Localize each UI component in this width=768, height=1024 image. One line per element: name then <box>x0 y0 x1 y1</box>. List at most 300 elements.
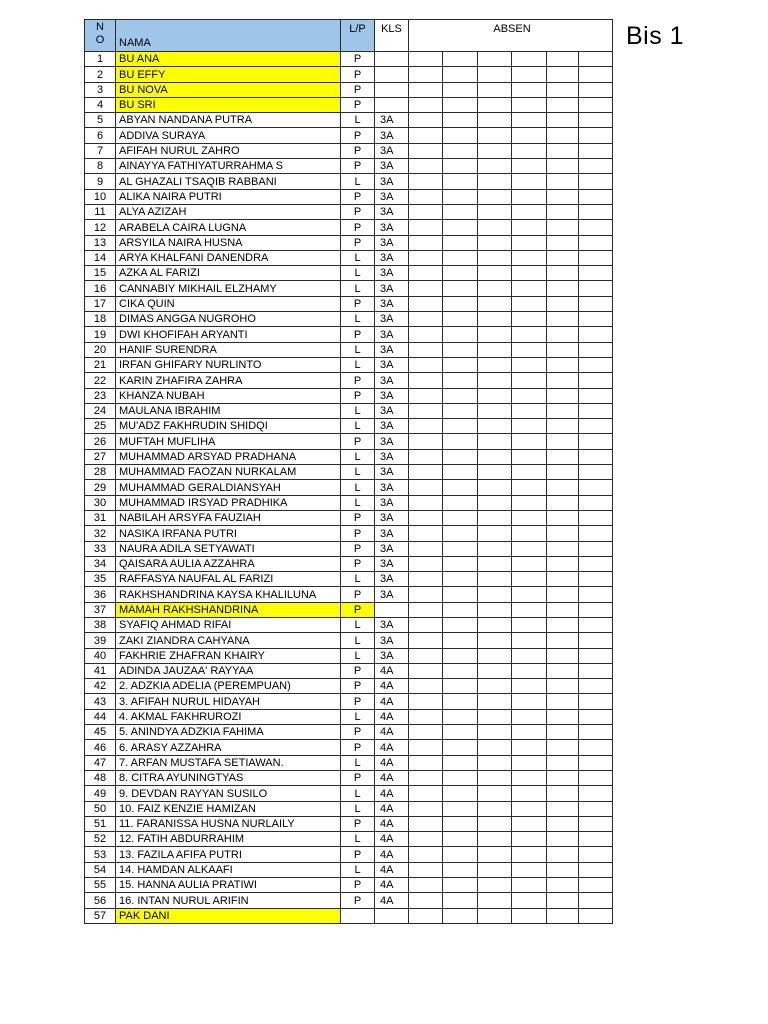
row-number-cell[interactable]: 41 <box>85 663 116 678</box>
class-cell[interactable]: 4A <box>375 893 409 908</box>
gender-cell[interactable]: P <box>341 679 375 694</box>
attendance-cell[interactable] <box>443 388 478 403</box>
attendance-cell[interactable] <box>512 296 547 311</box>
class-cell[interactable]: 4A <box>375 862 409 877</box>
attendance-cell[interactable] <box>443 709 478 724</box>
attendance-cell[interactable] <box>443 816 478 831</box>
gender-cell[interactable]: P <box>341 143 375 158</box>
row-number-cell[interactable]: 26 <box>85 434 116 449</box>
gender-cell[interactable]: P <box>341 388 375 403</box>
attendance-cell[interactable] <box>579 357 613 372</box>
attendance-cell[interactable] <box>409 449 443 464</box>
attendance-cell[interactable] <box>409 740 443 755</box>
attendance-cell[interactable] <box>409 419 443 434</box>
attendance-cell[interactable] <box>409 159 443 174</box>
attendance-cell[interactable] <box>579 587 613 602</box>
attendance-cell[interactable] <box>579 296 613 311</box>
class-cell[interactable]: 3A <box>375 342 409 357</box>
row-number-cell[interactable]: 36 <box>85 587 116 602</box>
attendance-cell[interactable] <box>443 832 478 847</box>
name-cell[interactable]: 8. CITRA AYUNINGTYAS <box>116 770 341 785</box>
attendance-cell[interactable] <box>443 510 478 525</box>
row-number-cell[interactable]: 51 <box>85 816 116 831</box>
attendance-cell[interactable] <box>547 786 579 801</box>
attendance-cell[interactable] <box>512 250 547 265</box>
row-number-cell[interactable]: 4 <box>85 97 116 112</box>
gender-cell[interactable]: L <box>341 312 375 327</box>
attendance-cell[interactable] <box>409 52 443 67</box>
attendance-cell[interactable] <box>443 235 478 250</box>
attendance-cell[interactable] <box>478 52 512 67</box>
attendance-cell[interactable] <box>512 342 547 357</box>
attendance-cell[interactable] <box>547 465 579 480</box>
class-cell[interactable]: 3A <box>375 266 409 281</box>
name-cell[interactable]: AL GHAZALI TSAQIB RABBANI <box>116 174 341 189</box>
name-cell[interactable]: ZAKI ZIANDRA CAHYANA <box>116 633 341 648</box>
attendance-cell[interactable] <box>478 480 512 495</box>
attendance-cell[interactable] <box>512 786 547 801</box>
class-cell[interactable]: 4A <box>375 832 409 847</box>
attendance-cell[interactable] <box>409 694 443 709</box>
attendance-cell[interactable] <box>409 465 443 480</box>
attendance-cell[interactable] <box>443 465 478 480</box>
attendance-cell[interactable] <box>478 709 512 724</box>
attendance-cell[interactable] <box>579 847 613 862</box>
attendance-cell[interactable] <box>512 679 547 694</box>
name-cell[interactable]: SYAFIQ AHMAD RIFAI <box>116 617 341 632</box>
attendance-cell[interactable] <box>547 648 579 663</box>
attendance-cell[interactable] <box>547 572 579 587</box>
attendance-cell[interactable] <box>443 556 478 571</box>
attendance-cell[interactable] <box>547 174 579 189</box>
gender-cell[interactable]: P <box>341 52 375 67</box>
attendance-cell[interactable] <box>443 52 478 67</box>
attendance-cell[interactable] <box>478 602 512 617</box>
attendance-cell[interactable] <box>512 878 547 893</box>
class-cell[interactable]: 3A <box>375 113 409 128</box>
attendance-cell[interactable] <box>579 556 613 571</box>
class-cell[interactable]: 3A <box>375 480 409 495</box>
attendance-cell[interactable] <box>409 633 443 648</box>
attendance-cell[interactable] <box>547 832 579 847</box>
attendance-cell[interactable] <box>579 648 613 663</box>
attendance-cell[interactable] <box>579 174 613 189</box>
class-cell[interactable]: 4A <box>375 755 409 770</box>
attendance-cell[interactable] <box>409 893 443 908</box>
attendance-cell[interactable] <box>478 495 512 510</box>
attendance-cell[interactable] <box>478 816 512 831</box>
name-cell[interactable]: 3. AFIFAH NURUL HIDAYAH <box>116 694 341 709</box>
attendance-cell[interactable] <box>443 97 478 112</box>
class-cell[interactable]: 3A <box>375 495 409 510</box>
row-number-cell[interactable]: 13 <box>85 235 116 250</box>
attendance-cell[interactable] <box>579 770 613 785</box>
row-number-cell[interactable]: 18 <box>85 312 116 327</box>
attendance-cell[interactable] <box>478 373 512 388</box>
attendance-cell[interactable] <box>409 587 443 602</box>
name-cell[interactable]: NASIKA IRFANA PUTRI <box>116 526 341 541</box>
row-number-cell[interactable]: 38 <box>85 617 116 632</box>
gender-cell[interactable]: P <box>341 220 375 235</box>
row-number-cell[interactable]: 21 <box>85 357 116 372</box>
class-cell[interactable]: 3A <box>375 465 409 480</box>
attendance-cell[interactable] <box>547 403 579 418</box>
attendance-cell[interactable] <box>579 725 613 740</box>
attendance-cell[interactable] <box>512 449 547 464</box>
attendance-cell[interactable] <box>443 67 478 82</box>
attendance-cell[interactable] <box>478 143 512 158</box>
attendance-cell[interactable] <box>547 296 579 311</box>
attendance-cell[interactable] <box>547 755 579 770</box>
name-cell[interactable]: 12. FATIH ABDURRAHIM <box>116 832 341 847</box>
attendance-cell[interactable] <box>512 648 547 663</box>
attendance-cell[interactable] <box>579 617 613 632</box>
attendance-cell[interactable] <box>579 709 613 724</box>
attendance-cell[interactable] <box>443 725 478 740</box>
attendance-cell[interactable] <box>478 419 512 434</box>
attendance-cell[interactable] <box>547 602 579 617</box>
attendance-cell[interactable] <box>579 862 613 877</box>
row-number-cell[interactable]: 35 <box>85 572 116 587</box>
name-cell[interactable]: ARSYILA NAIRA HUSNA <box>116 235 341 250</box>
attendance-cell[interactable] <box>443 755 478 770</box>
class-cell[interactable]: 3A <box>375 541 409 556</box>
attendance-cell[interactable] <box>443 633 478 648</box>
name-cell[interactable]: MU'ADZ FAKHRUDIN SHIDQI <box>116 419 341 434</box>
attendance-cell[interactable] <box>478 113 512 128</box>
attendance-cell[interactable] <box>579 220 613 235</box>
attendance-cell[interactable] <box>478 878 512 893</box>
gender-cell[interactable]: P <box>341 770 375 785</box>
attendance-cell[interactable] <box>512 709 547 724</box>
row-number-cell[interactable]: 54 <box>85 862 116 877</box>
attendance-cell[interactable] <box>409 189 443 204</box>
attendance-cell[interactable] <box>547 204 579 219</box>
attendance-cell[interactable] <box>478 403 512 418</box>
attendance-cell[interactable] <box>443 694 478 709</box>
attendance-cell[interactable] <box>579 465 613 480</box>
attendance-cell[interactable] <box>547 847 579 862</box>
gender-cell[interactable]: P <box>341 296 375 311</box>
attendance-cell[interactable] <box>547 52 579 67</box>
attendance-cell[interactable] <box>512 419 547 434</box>
attendance-cell[interactable] <box>579 312 613 327</box>
gender-cell[interactable]: P <box>341 556 375 571</box>
attendance-cell[interactable] <box>547 97 579 112</box>
attendance-cell[interactable] <box>443 572 478 587</box>
attendance-cell[interactable] <box>443 373 478 388</box>
attendance-cell[interactable] <box>579 893 613 908</box>
attendance-cell[interactable] <box>478 128 512 143</box>
row-number-cell[interactable]: 34 <box>85 556 116 571</box>
attendance-cell[interactable] <box>512 526 547 541</box>
attendance-cell[interactable] <box>409 388 443 403</box>
class-cell[interactable]: 4A <box>375 694 409 709</box>
gender-cell[interactable]: L <box>341 480 375 495</box>
name-cell[interactable]: NABILAH ARSYFA FAUZIAH <box>116 510 341 525</box>
gender-cell[interactable]: P <box>341 816 375 831</box>
name-cell[interactable]: 5. ANINDYA ADZKIA FAHIMA <box>116 725 341 740</box>
attendance-cell[interactable] <box>409 296 443 311</box>
gender-cell[interactable]: P <box>341 434 375 449</box>
row-number-cell[interactable]: 56 <box>85 893 116 908</box>
class-cell[interactable]: 3A <box>375 128 409 143</box>
attendance-cell[interactable] <box>409 908 443 923</box>
class-cell[interactable]: 3A <box>375 250 409 265</box>
attendance-cell[interactable] <box>443 878 478 893</box>
name-cell[interactable]: KARIN ZHAFIRA ZAHRA <box>116 373 341 388</box>
class-cell[interactable]: 3A <box>375 388 409 403</box>
name-cell[interactable]: KHANZA NUBAH <box>116 388 341 403</box>
attendance-cell[interactable] <box>443 419 478 434</box>
name-cell[interactable]: IRFAN GHIFARY NURLINTO <box>116 357 341 372</box>
attendance-cell[interactable] <box>579 419 613 434</box>
row-number-cell[interactable]: 25 <box>85 419 116 434</box>
attendance-cell[interactable] <box>478 174 512 189</box>
attendance-cell[interactable] <box>409 679 443 694</box>
attendance-cell[interactable] <box>443 679 478 694</box>
attendance-cell[interactable] <box>409 495 443 510</box>
attendance-cell[interactable] <box>547 908 579 923</box>
attendance-cell[interactable] <box>579 510 613 525</box>
row-number-cell[interactable]: 30 <box>85 495 116 510</box>
name-cell[interactable]: HANIF SURENDRA <box>116 342 341 357</box>
attendance-cell[interactable] <box>579 801 613 816</box>
class-cell[interactable]: 3A <box>375 526 409 541</box>
attendance-cell[interactable] <box>579 449 613 464</box>
attendance-cell[interactable] <box>443 526 478 541</box>
attendance-cell[interactable] <box>443 617 478 632</box>
row-number-cell[interactable]: 12 <box>85 220 116 235</box>
attendance-cell[interactable] <box>409 617 443 632</box>
attendance-cell[interactable] <box>579 204 613 219</box>
row-number-cell[interactable]: 28 <box>85 465 116 480</box>
gender-cell[interactable]: L <box>341 342 375 357</box>
row-number-cell[interactable]: 14 <box>85 250 116 265</box>
name-cell[interactable]: 16. INTAN NURUL ARIFIN <box>116 893 341 908</box>
attendance-cell[interactable] <box>478 67 512 82</box>
attendance-cell[interactable] <box>512 847 547 862</box>
attendance-cell[interactable] <box>579 572 613 587</box>
attendance-cell[interactable] <box>409 725 443 740</box>
row-number-cell[interactable]: 11 <box>85 204 116 219</box>
attendance-cell[interactable] <box>547 709 579 724</box>
attendance-cell[interactable] <box>579 235 613 250</box>
row-number-cell[interactable]: 17 <box>85 296 116 311</box>
attendance-cell[interactable] <box>579 480 613 495</box>
attendance-cell[interactable] <box>409 97 443 112</box>
attendance-cell[interactable] <box>443 189 478 204</box>
attendance-cell[interactable] <box>443 770 478 785</box>
name-cell[interactable]: ABYAN NANDANA PUTRA <box>116 113 341 128</box>
name-cell[interactable]: 7. ARFAN MUSTAFA SETIAWAN. <box>116 755 341 770</box>
attendance-cell[interactable] <box>478 617 512 632</box>
class-cell[interactable]: 3A <box>375 449 409 464</box>
class-cell[interactable] <box>375 52 409 67</box>
attendance-cell[interactable] <box>443 648 478 663</box>
attendance-cell[interactable] <box>579 250 613 265</box>
attendance-cell[interactable] <box>579 526 613 541</box>
gender-cell[interactable]: P <box>341 587 375 602</box>
gender-cell[interactable]: L <box>341 617 375 632</box>
attendance-cell[interactable] <box>512 113 547 128</box>
attendance-cell[interactable] <box>547 556 579 571</box>
attendance-cell[interactable] <box>512 495 547 510</box>
attendance-cell[interactable] <box>409 128 443 143</box>
class-cell[interactable]: 4A <box>375 740 409 755</box>
row-number-cell[interactable]: 50 <box>85 801 116 816</box>
attendance-cell[interactable] <box>512 189 547 204</box>
attendance-cell[interactable] <box>409 312 443 327</box>
row-number-cell[interactable]: 1 <box>85 52 116 67</box>
attendance-cell[interactable] <box>579 541 613 556</box>
attendance-cell[interactable] <box>478 327 512 342</box>
attendance-cell[interactable] <box>579 786 613 801</box>
attendance-cell[interactable] <box>409 403 443 418</box>
attendance-cell[interactable] <box>512 128 547 143</box>
attendance-cell[interactable] <box>443 159 478 174</box>
gender-cell[interactable]: P <box>341 128 375 143</box>
attendance-cell[interactable] <box>443 801 478 816</box>
attendance-cell[interactable] <box>547 312 579 327</box>
attendance-cell[interactable] <box>547 82 579 97</box>
attendance-cell[interactable] <box>443 281 478 296</box>
gender-cell[interactable]: P <box>341 235 375 250</box>
row-number-cell[interactable]: 47 <box>85 755 116 770</box>
gender-cell[interactable]: P <box>341 725 375 740</box>
row-number-cell[interactable]: 24 <box>85 403 116 418</box>
attendance-cell[interactable] <box>547 357 579 372</box>
gender-cell[interactable]: L <box>341 633 375 648</box>
class-cell[interactable]: 3A <box>375 220 409 235</box>
class-cell[interactable]: 3A <box>375 235 409 250</box>
attendance-cell[interactable] <box>512 373 547 388</box>
attendance-cell[interactable] <box>579 67 613 82</box>
attendance-cell[interactable] <box>478 832 512 847</box>
attendance-cell[interactable] <box>512 663 547 678</box>
attendance-cell[interactable] <box>547 526 579 541</box>
class-cell[interactable]: 3A <box>375 556 409 571</box>
row-number-cell[interactable]: 15 <box>85 266 116 281</box>
attendance-cell[interactable] <box>547 189 579 204</box>
gender-cell[interactable]: L <box>341 786 375 801</box>
attendance-cell[interactable] <box>409 510 443 525</box>
name-cell[interactable]: 11. FARANISSA HUSNA NURLAILY <box>116 816 341 831</box>
gender-cell[interactable]: P <box>341 159 375 174</box>
attendance-cell[interactable] <box>478 510 512 525</box>
attendance-cell[interactable] <box>579 816 613 831</box>
attendance-cell[interactable] <box>512 82 547 97</box>
class-cell[interactable]: 4A <box>375 679 409 694</box>
gender-cell[interactable]: L <box>341 403 375 418</box>
attendance-cell[interactable] <box>512 908 547 923</box>
gender-cell[interactable]: L <box>341 572 375 587</box>
gender-cell[interactable]: P <box>341 663 375 678</box>
attendance-cell[interactable] <box>579 266 613 281</box>
attendance-cell[interactable] <box>478 663 512 678</box>
class-cell[interactable]: 4A <box>375 786 409 801</box>
class-cell[interactable]: 3A <box>375 189 409 204</box>
gender-cell[interactable]: P <box>341 893 375 908</box>
attendance-cell[interactable] <box>512 480 547 495</box>
attendance-cell[interactable] <box>478 235 512 250</box>
attendance-cell[interactable] <box>579 663 613 678</box>
attendance-cell[interactable] <box>478 342 512 357</box>
class-cell[interactable]: 3A <box>375 204 409 219</box>
attendance-cell[interactable] <box>512 602 547 617</box>
attendance-cell[interactable] <box>478 388 512 403</box>
class-cell[interactable] <box>375 602 409 617</box>
attendance-cell[interactable] <box>512 816 547 831</box>
attendance-cell[interactable] <box>547 388 579 403</box>
attendance-cell[interactable] <box>579 82 613 97</box>
attendance-cell[interactable] <box>547 893 579 908</box>
name-cell[interactable]: FAKHRIE ZHAFRAN KHAIRY <box>116 648 341 663</box>
attendance-cell[interactable] <box>409 862 443 877</box>
attendance-cell[interactable] <box>512 159 547 174</box>
attendance-cell[interactable] <box>579 159 613 174</box>
attendance-cell[interactable] <box>409 174 443 189</box>
gender-cell[interactable]: L <box>341 832 375 847</box>
attendance-cell[interactable] <box>478 250 512 265</box>
attendance-cell[interactable] <box>512 465 547 480</box>
class-cell[interactable]: 4A <box>375 663 409 678</box>
attendance-cell[interactable] <box>579 832 613 847</box>
attendance-cell[interactable] <box>409 327 443 342</box>
attendance-cell[interactable] <box>512 832 547 847</box>
attendance-cell[interactable] <box>443 587 478 602</box>
attendance-cell[interactable] <box>478 449 512 464</box>
attendance-cell[interactable] <box>409 786 443 801</box>
attendance-cell[interactable] <box>547 801 579 816</box>
attendance-cell[interactable] <box>512 572 547 587</box>
attendance-cell[interactable] <box>512 403 547 418</box>
attendance-cell[interactable] <box>443 480 478 495</box>
attendance-cell[interactable] <box>478 82 512 97</box>
attendance-cell[interactable] <box>409 82 443 97</box>
class-cell[interactable]: 3A <box>375 312 409 327</box>
row-number-cell[interactable]: 19 <box>85 327 116 342</box>
attendance-cell[interactable] <box>409 67 443 82</box>
class-cell[interactable] <box>375 67 409 82</box>
attendance-cell[interactable] <box>512 587 547 602</box>
name-cell[interactable]: NAURA ADILA SETYAWATI <box>116 541 341 556</box>
class-cell[interactable]: 3A <box>375 633 409 648</box>
attendance-cell[interactable] <box>512 801 547 816</box>
row-number-cell[interactable]: 40 <box>85 648 116 663</box>
attendance-cell[interactable] <box>579 281 613 296</box>
attendance-cell[interactable] <box>443 434 478 449</box>
row-number-cell[interactable]: 31 <box>85 510 116 525</box>
name-cell[interactable]: MUFTAH MUFLIHA <box>116 434 341 449</box>
attendance-cell[interactable] <box>512 541 547 556</box>
class-cell[interactable]: 3A <box>375 159 409 174</box>
attendance-cell[interactable] <box>512 312 547 327</box>
attendance-cell[interactable] <box>409 143 443 158</box>
gender-cell[interactable]: P <box>341 189 375 204</box>
attendance-cell[interactable] <box>409 541 443 556</box>
class-cell[interactable]: 3A <box>375 296 409 311</box>
class-cell[interactable]: 3A <box>375 327 409 342</box>
gender-cell[interactable]: P <box>341 602 375 617</box>
attendance-cell[interactable] <box>409 770 443 785</box>
attendance-cell[interactable] <box>478 204 512 219</box>
attendance-cell[interactable] <box>512 510 547 525</box>
name-cell[interactable]: MUHAMMAD ARSYAD PRADHANA <box>116 449 341 464</box>
attendance-cell[interactable] <box>443 908 478 923</box>
attendance-cell[interactable] <box>409 480 443 495</box>
name-cell[interactable]: 13. FAZILA AFIFA PUTRI <box>116 847 341 862</box>
